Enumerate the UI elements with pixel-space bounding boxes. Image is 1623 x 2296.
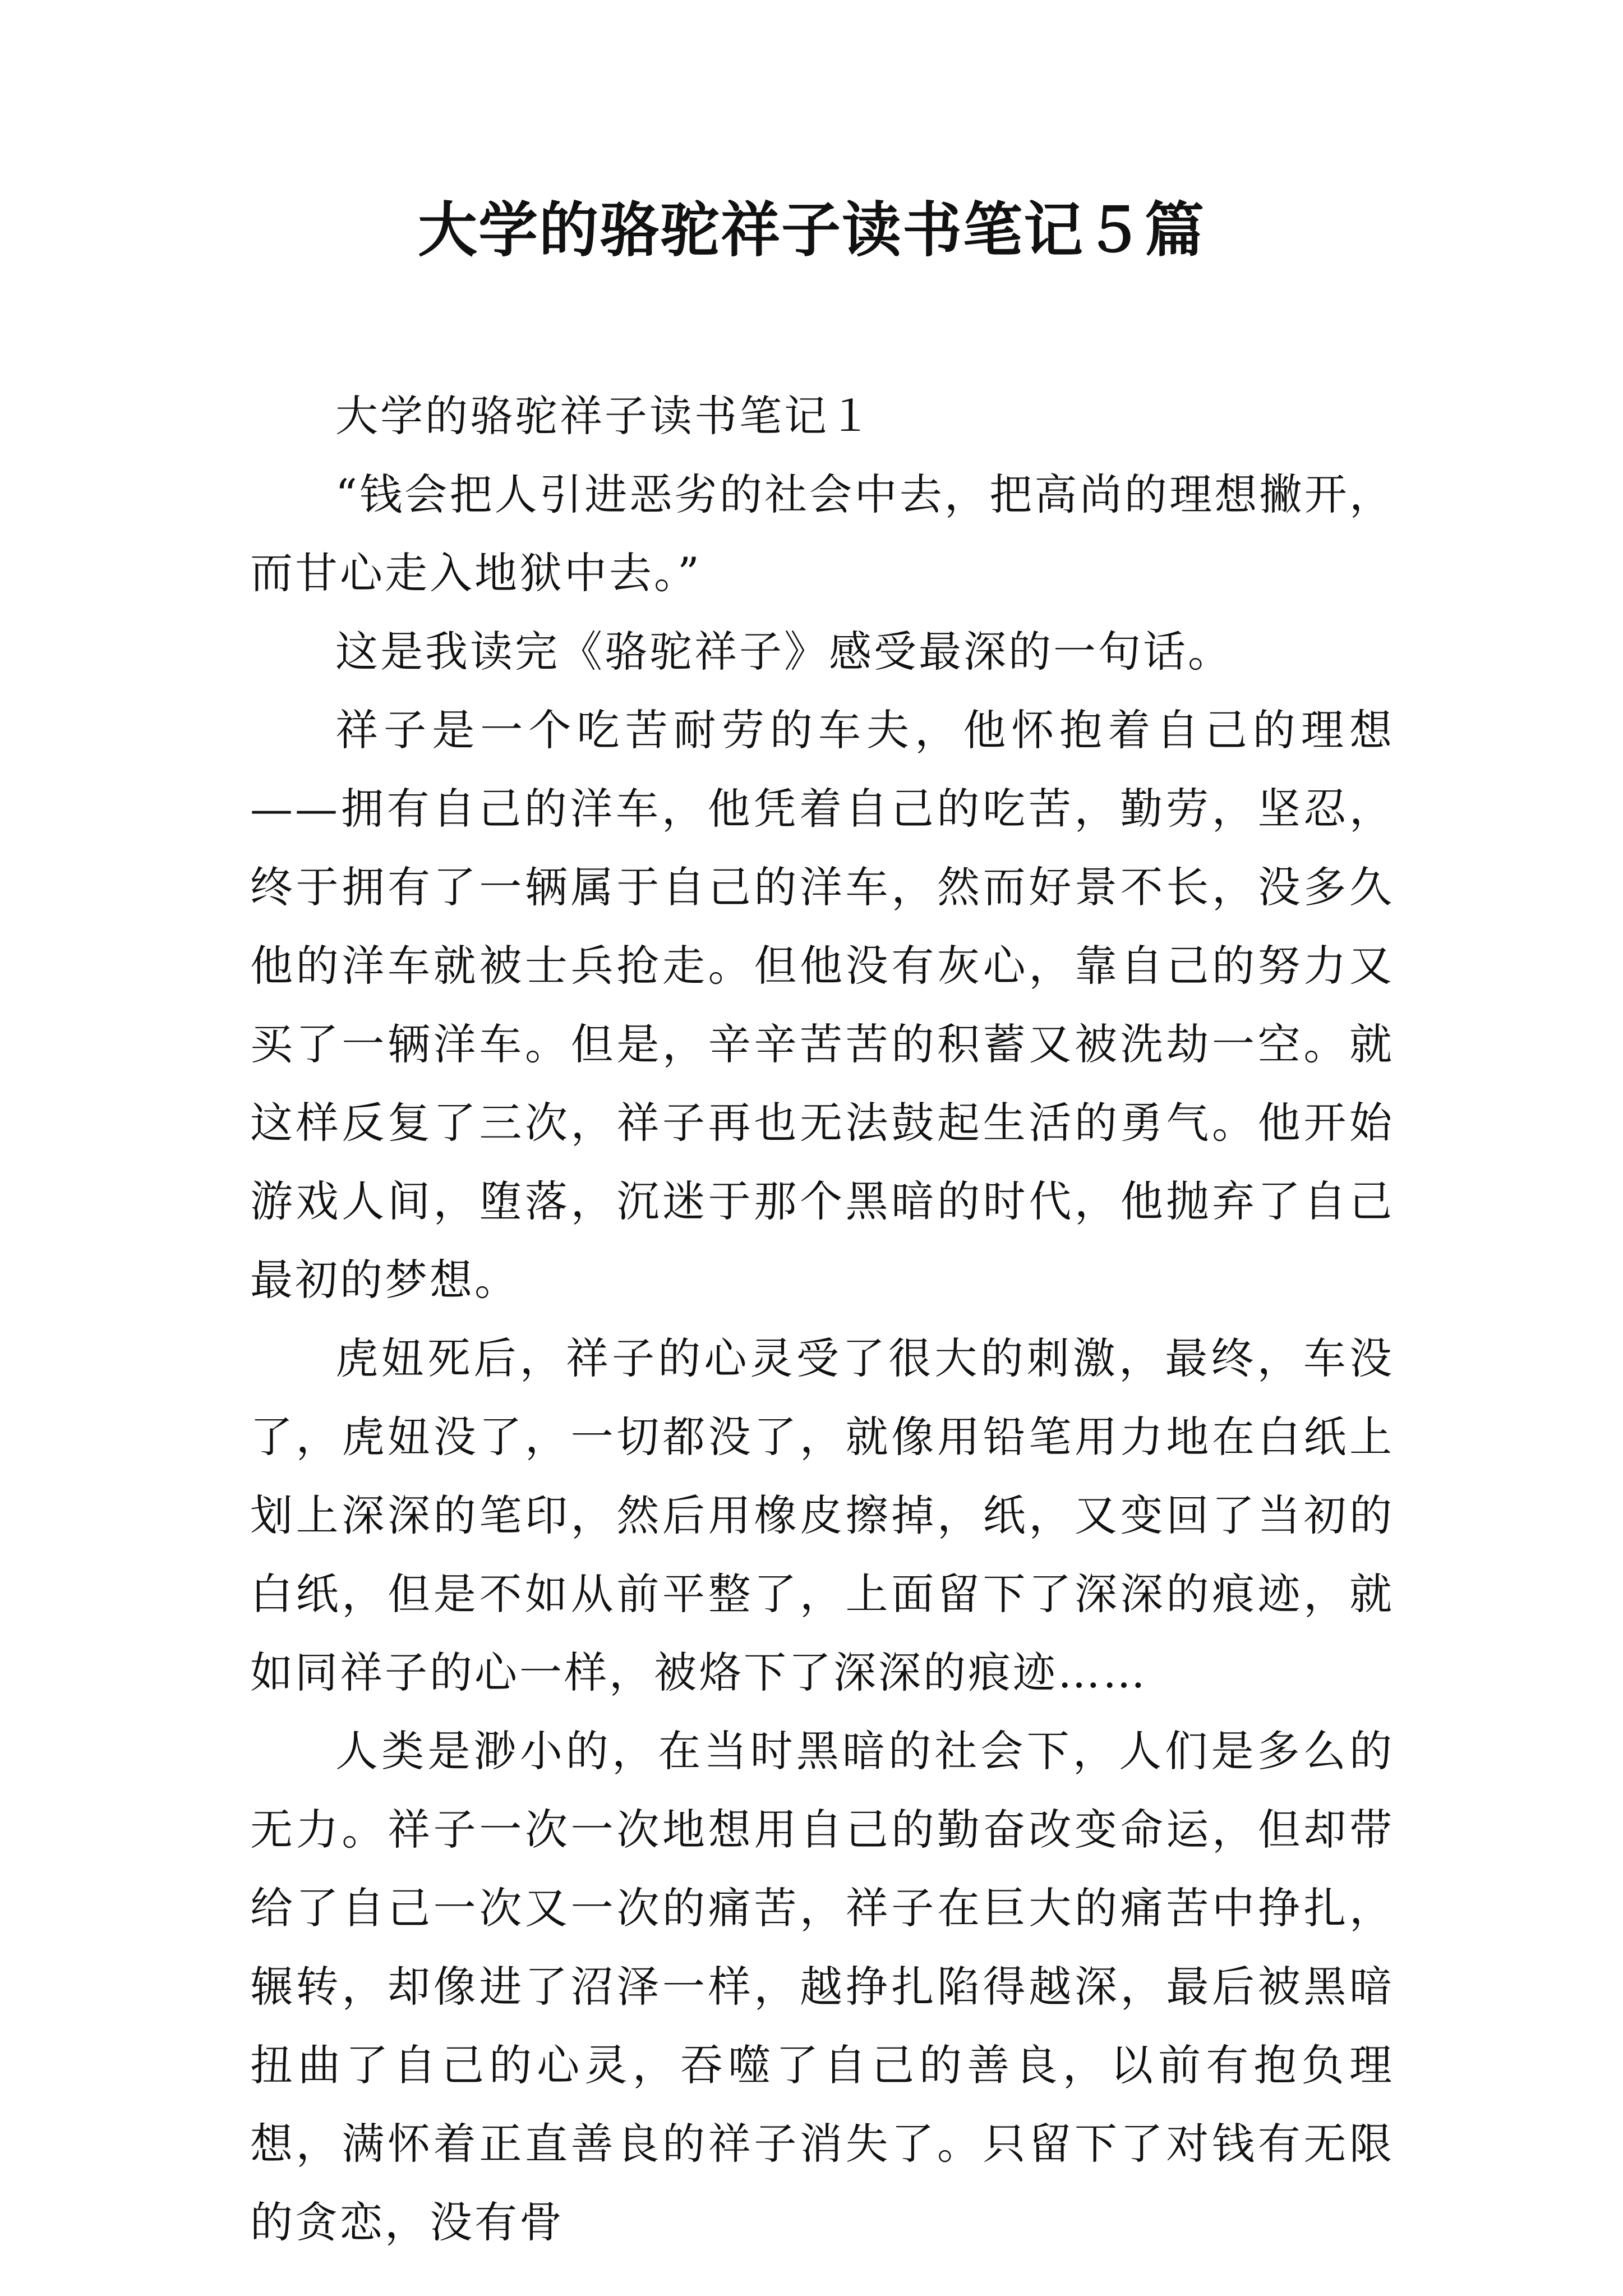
document-title: 大学的骆驼祥子读书笔记５篇 bbox=[418, 195, 1205, 265]
paragraph-quote: “钱会把人引进恶劣的社会中去，把高尚的理想撇开，而甘心走入地狱中去。” bbox=[250, 470, 1394, 598]
paragraph: 人类是渺小的，在当时黑暗的社会下，人们是多么的无力。祥子一次一次地想用自己的勤奋改变命运，但却带给了自己一次又一次的痛苦，祥子在巨大的痛苦中挣扎，辗转，却像进了沼泽一样，越挣扎陷得越深，最后被黑暗扭曲了自己的心灵，吞噬了自己的善良，以前有抱负理想，满怀着正直善良的祥子消失了。只留下了对钱有无限的贪恋，没有骨 bbox=[250, 1726, 1394, 2247]
paragraph: 虎妞死后，祥子的心灵受了很大的刺激，最终，车没了，虎妞没了，一切都没了，就像用铅笔用力地在白纸上划上深深的笔印，然后用橡皮擦掉，纸，又变回了当初的白纸，但是不如从前平整了，上面留下了深深的痕迹，就如同祥子的心一样，被烙下了深深的痕迹…… bbox=[250, 1333, 1394, 1697]
section-heading: 大学的骆驼祥子读书笔记１ bbox=[335, 391, 874, 441]
document-body bbox=[250, 377, 1394, 2262]
paragraph: 祥子是一个吃苦耐劳的车夫，他怀抱着自己的理想——拥有自己的洋车，他凭着自己的吃苦，勤劳，坚忍，终于拥有了一辆属于自己的洋车，然而好景不长，没多久他的洋车就被士兵抢走。但他没有灰心，靠自己的努力又买了一辆洋车。但是，辛辛苦苦的积蓄又被洗劫一空。就这样反复了三次，祥子再也无法鼓起生活的勇气。他开始游戏人间，堕落，沉迷于那个黑暗的时代，他抛弃了自己最初的梦想。 bbox=[250, 705, 1394, 1305]
paragraph: 这是我读完《骆驼祥子》感受最深的一句话。 bbox=[335, 627, 1233, 677]
